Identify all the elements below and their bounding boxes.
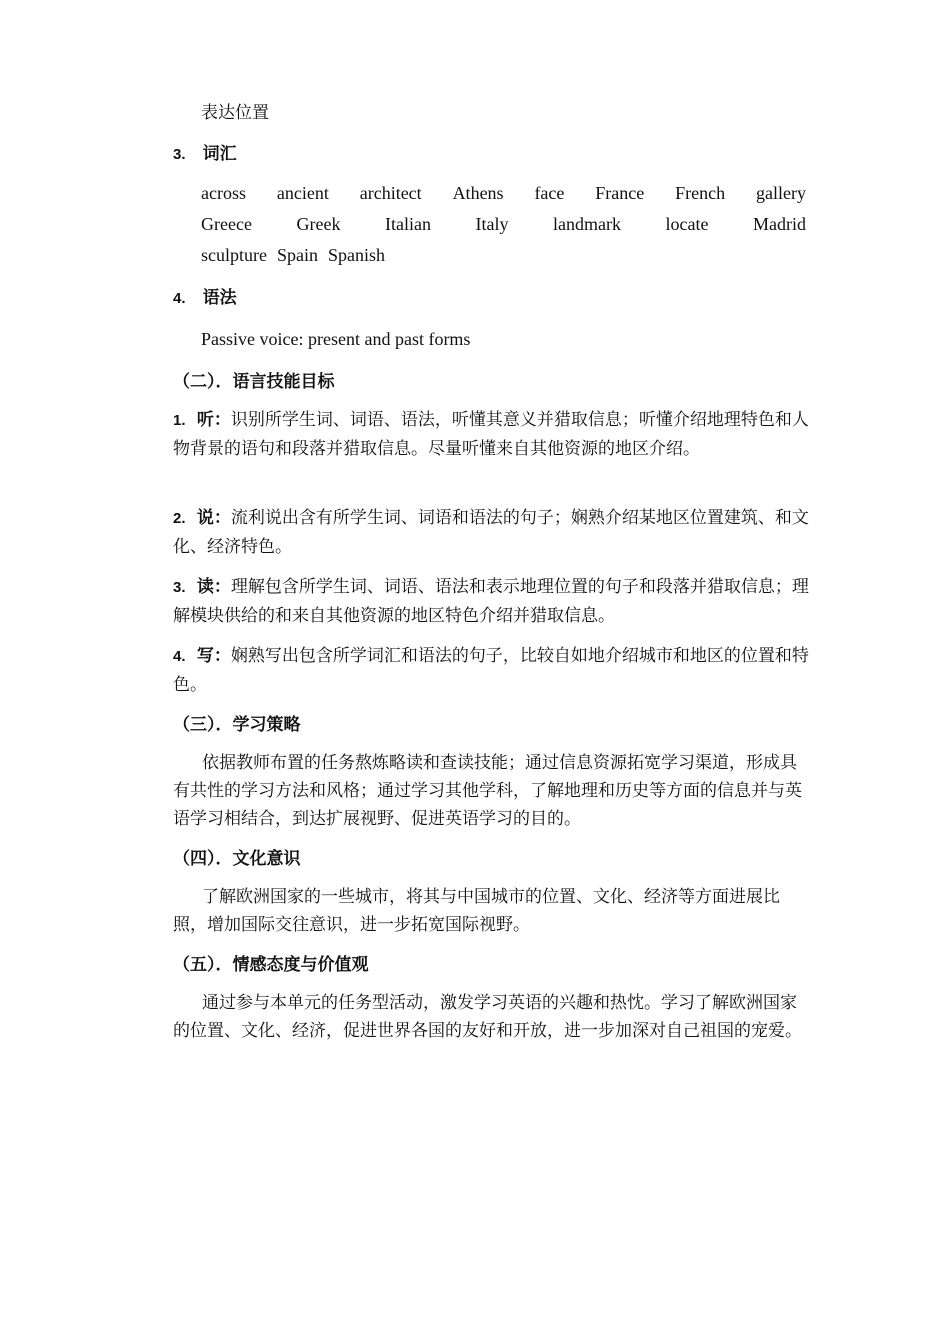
skill-speaking (173, 504, 813, 561)
vocab-word: Athens (452, 183, 504, 203)
vocab-word: France (595, 183, 645, 203)
vocab-title: 词汇 (202, 144, 237, 164)
section-4-text: 了解欧洲国家的一些城市，将其与中国城市的位置、文化、经济等方面进展比照，增加国际交往意识，进一步拓宽国际视野。 (173, 887, 780, 935)
skill-number: 4. (173, 648, 186, 665)
section-3-text: 依据教师布置的任务熬炼略读和查读技能；通过信息资源拓宽学习渠道，形成具有共性的学习方法和风格；通过学习其他学科，了解地理和历史等方面的信息并与英语学习相结合，到达扩展视野、促进英语学习的目的。 (173, 753, 802, 829)
vocab-word: locate (665, 214, 709, 234)
skill-listening (173, 406, 813, 463)
top-line: 表达位置 (201, 103, 269, 123)
vocab-word: French (675, 183, 726, 203)
grammar-number: 4. (173, 290, 186, 307)
skill-reading (173, 573, 813, 630)
grammar-heading (173, 284, 237, 313)
vocab-word: Madrid (752, 214, 806, 234)
vocab-word: Spanish (328, 245, 386, 265)
vocab-row-3 (201, 241, 806, 269)
vocab-heading (173, 140, 237, 169)
vocab-word: Italy (475, 214, 509, 234)
skill-writing (173, 642, 813, 699)
skill-number: 3. (173, 579, 186, 596)
vocab-word: face (534, 183, 565, 203)
skill-label: 写： (196, 646, 231, 666)
vocab-word: Spain (276, 245, 318, 265)
vocab-word: Greek (296, 214, 341, 234)
vocab-word: Italian (384, 214, 431, 234)
vocab-word: sculpture (201, 245, 267, 265)
section-3-title: （三）．学习策略 (173, 715, 301, 735)
grammar-title: 语法 (202, 288, 237, 308)
vocab-word: gallery (756, 183, 806, 203)
skill-text: 理解包含所学生词、词语、语法和表示地理位置的句子和段落并猎取信息；理解模块供给的和来自其他资源的地区特色介绍并猎取信息。 (173, 577, 809, 626)
vocab-row-1 (201, 179, 806, 207)
vocab-word: across (201, 183, 246, 203)
vocab-number: 3. (173, 146, 186, 163)
skill-text: 流利说出含有所学生词、词语和语法的句子；娴熟介绍某地区位置建筑、和文化、经济特色。 (173, 508, 809, 557)
skill-label: 读： (196, 577, 231, 597)
skill-number: 1. (173, 412, 186, 429)
section-4-title: （四）．文化意识 (173, 849, 301, 869)
skill-number: 2. (173, 510, 186, 527)
section-5-text: 通过参与本单元的任务型活动，激发学习英语的兴趣和热忱。学习了解欧洲国家的位置、文化、经济，促进世界各国的友好和开放，进一步加深对自己祖国的宠爱。 (173, 993, 802, 1041)
vocab-word: architect (359, 183, 422, 203)
vocab-row-2 (201, 210, 806, 238)
vocab-word: landmark (552, 214, 621, 234)
section-2-title: （二）．语言技能目标 (173, 372, 335, 392)
vocab-word: Greece (201, 214, 252, 234)
skill-label: 听： (196, 410, 231, 430)
grammar-text: Passive voice: present and past forms (201, 329, 471, 349)
skill-label: 说： (196, 508, 231, 528)
section-5-title: （五）．情感态度与价值观 (173, 955, 369, 975)
skill-text: 识别所学生词、词语、语法，听懂其意义并猎取信息；听懂介绍地理特色和人物背景的语句和段落并猎取信息。尽量听懂来自其他资源的地区介绍。 (173, 410, 809, 459)
vocab-word: ancient (276, 183, 329, 203)
skill-text: 娴熟写出包含所学词汇和语法的句子，比较自如地介绍城市和地区的位置和特色。 (173, 646, 809, 695)
